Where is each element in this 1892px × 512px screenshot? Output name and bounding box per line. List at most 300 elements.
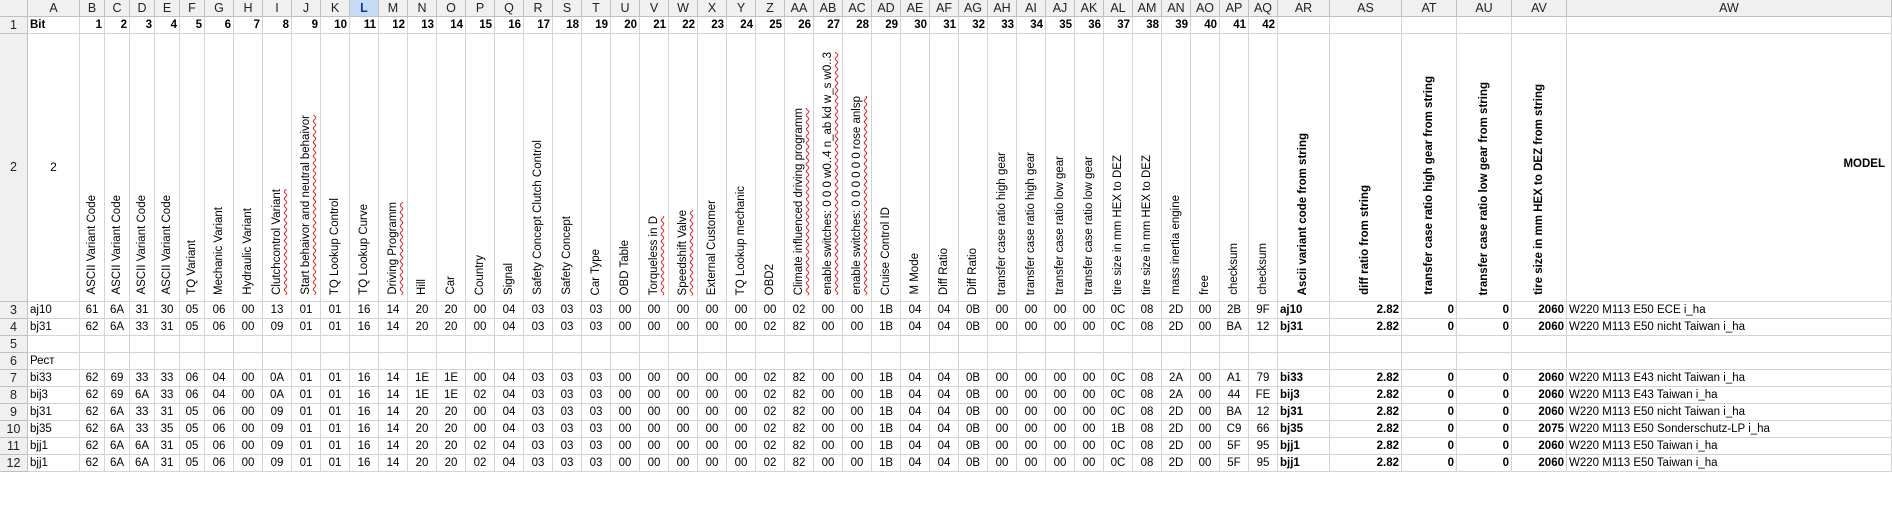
cell-aj2[interactable] — [1046, 34, 1075, 302]
cell-l11[interactable]: 16 — [350, 438, 379, 455]
cell-an11[interactable]: 2D — [1162, 438, 1191, 455]
column-header-am[interactable]: AM — [1133, 0, 1162, 17]
cell-af6[interactable] — [930, 353, 959, 370]
cell-w8[interactable]: 00 — [669, 387, 698, 404]
cell-z11[interactable]: 02 — [756, 438, 785, 455]
cell-aw1[interactable] — [1567, 17, 1892, 34]
cell-n6[interactable] — [408, 353, 437, 370]
cell-ah10[interactable]: 00 — [988, 421, 1017, 438]
row-header-8[interactable]: 8 — [0, 387, 28, 404]
cell-j5[interactable] — [292, 336, 321, 353]
cell-av7[interactable]: 2060 — [1512, 370, 1567, 387]
cell-g1[interactable]: 6 — [205, 17, 234, 34]
cell-z9[interactable]: 02 — [756, 404, 785, 421]
column-header-w[interactable]: W — [669, 0, 698, 17]
cell-y8[interactable]: 00 — [727, 387, 756, 404]
column-header-al[interactable]: AL — [1104, 0, 1133, 17]
cell-p3[interactable]: 00 — [466, 302, 495, 319]
cell-ae6[interactable] — [901, 353, 930, 370]
column-header-ac[interactable]: AC — [843, 0, 872, 17]
cell-z8[interactable]: 02 — [756, 387, 785, 404]
cell-am10[interactable]: 08 — [1133, 421, 1162, 438]
cell-i8[interactable]: 0A — [263, 387, 292, 404]
cell-x8[interactable]: 00 — [698, 387, 727, 404]
cell-ap6[interactable] — [1220, 353, 1249, 370]
cell-d5[interactable] — [130, 336, 155, 353]
cell-g4[interactable]: 06 — [205, 319, 234, 336]
cell-at5[interactable] — [1402, 336, 1457, 353]
column-header-g[interactable]: G — [205, 0, 234, 17]
cell-g10[interactable]: 06 — [205, 421, 234, 438]
cell-l6[interactable] — [350, 353, 379, 370]
cell-am7[interactable]: 08 — [1133, 370, 1162, 387]
cell-r2[interactable] — [524, 34, 553, 302]
cell-h8[interactable]: 00 — [234, 387, 263, 404]
cell-d10[interactable]: 33 — [130, 421, 155, 438]
cell-ap2[interactable] — [1220, 34, 1249, 302]
cell-q11[interactable]: 04 — [495, 438, 524, 455]
cell-j9[interactable]: 01 — [292, 404, 321, 421]
cell-b10[interactable]: 62 — [80, 421, 105, 438]
cell-al2[interactable] — [1104, 34, 1133, 302]
column-header-n[interactable]: N — [408, 0, 437, 17]
cell-o5[interactable] — [437, 336, 466, 353]
cell-e3[interactable]: 30 — [155, 302, 180, 319]
cell-ac9[interactable]: 00 — [843, 404, 872, 421]
cell-w1[interactable]: 22 — [669, 17, 698, 34]
cell-ag11[interactable]: 0B — [959, 438, 988, 455]
cell-aa12[interactable]: 82 — [785, 455, 814, 472]
cell-a11[interactable]: bjj1 — [28, 438, 80, 455]
cell-t4[interactable]: 03 — [582, 319, 611, 336]
cell-ab6[interactable] — [814, 353, 843, 370]
cell-ah9[interactable]: 00 — [988, 404, 1017, 421]
cell-u2[interactable] — [611, 34, 640, 302]
cell-z5[interactable] — [756, 336, 785, 353]
cell-ag7[interactable]: 0B — [959, 370, 988, 387]
cell-v8[interactable]: 00 — [640, 387, 669, 404]
cell-g12[interactable]: 06 — [205, 455, 234, 472]
cell-al8[interactable]: 0C — [1104, 387, 1133, 404]
cell-i6[interactable] — [263, 353, 292, 370]
cell-l12[interactable]: 16 — [350, 455, 379, 472]
cell-p4[interactable]: 00 — [466, 319, 495, 336]
cell-au1[interactable] — [1457, 17, 1512, 34]
cell-as10[interactable]: 2.82 — [1330, 421, 1402, 438]
cell-ab5[interactable] — [814, 336, 843, 353]
column-header-k[interactable]: K — [321, 0, 350, 17]
cell-m2[interactable] — [379, 34, 408, 302]
cell-y2[interactable] — [727, 34, 756, 302]
cell-w11[interactable]: 00 — [669, 438, 698, 455]
cell-af8[interactable]: 04 — [930, 387, 959, 404]
cell-i11[interactable]: 09 — [263, 438, 292, 455]
cell-au12[interactable]: 0 — [1457, 455, 1512, 472]
cell-ai1[interactable]: 34 — [1017, 17, 1046, 34]
cell-e12[interactable]: 31 — [155, 455, 180, 472]
cell-s8[interactable]: 03 — [553, 387, 582, 404]
cell-b12[interactable]: 62 — [80, 455, 105, 472]
cell-i5[interactable] — [263, 336, 292, 353]
cell-ah2[interactable] — [988, 34, 1017, 302]
cell-ap10[interactable]: C9 — [1220, 421, 1249, 438]
cell-f7[interactable]: 06 — [180, 370, 205, 387]
cell-k10[interactable]: 01 — [321, 421, 350, 438]
cell-k4[interactable]: 01 — [321, 319, 350, 336]
column-header-ao[interactable]: AO — [1191, 0, 1220, 17]
cell-s1[interactable]: 18 — [553, 17, 582, 34]
cell-ad2[interactable] — [872, 34, 901, 302]
cell-ag1[interactable]: 32 — [959, 17, 988, 34]
cell-ar12[interactable]: bjj1 — [1278, 455, 1330, 472]
cell-ap11[interactable]: 5F — [1220, 438, 1249, 455]
cell-at6[interactable] — [1402, 353, 1457, 370]
cell-ac2[interactable] — [843, 34, 872, 302]
cell-ad3[interactable]: 1B — [872, 302, 901, 319]
cell-r3[interactable]: 03 — [524, 302, 553, 319]
cell-ae12[interactable]: 04 — [901, 455, 930, 472]
cell-o7[interactable]: 1E — [437, 370, 466, 387]
cell-aw8[interactable]: W220 M113 E43 Taiwan i_ha — [1567, 387, 1892, 404]
cell-b5[interactable] — [80, 336, 105, 353]
cell-ac10[interactable]: 00 — [843, 421, 872, 438]
cell-ag9[interactable]: 0B — [959, 404, 988, 421]
cell-am6[interactable] — [1133, 353, 1162, 370]
row-header-11[interactable]: 11 — [0, 438, 28, 455]
cell-ak1[interactable]: 36 — [1075, 17, 1104, 34]
cell-u10[interactable]: 00 — [611, 421, 640, 438]
cell-ab10[interactable]: 00 — [814, 421, 843, 438]
cell-ak11[interactable]: 00 — [1075, 438, 1104, 455]
cell-au2[interactable] — [1457, 34, 1512, 302]
cell-d7[interactable]: 33 — [130, 370, 155, 387]
cell-h4[interactable]: 00 — [234, 319, 263, 336]
cell-s2[interactable] — [553, 34, 582, 302]
cell-ag3[interactable]: 0B — [959, 302, 988, 319]
cell-u9[interactable]: 00 — [611, 404, 640, 421]
cell-av11[interactable]: 2060 — [1512, 438, 1567, 455]
cell-ak9[interactable]: 00 — [1075, 404, 1104, 421]
cell-aa7[interactable]: 82 — [785, 370, 814, 387]
cell-am2[interactable] — [1133, 34, 1162, 302]
cell-aa1[interactable]: 26 — [785, 17, 814, 34]
cell-ao11[interactable]: 00 — [1191, 438, 1220, 455]
cell-av5[interactable] — [1512, 336, 1567, 353]
cell-k6[interactable] — [321, 353, 350, 370]
column-header-j[interactable]: J — [292, 0, 321, 17]
cell-av2[interactable] — [1512, 34, 1567, 302]
cell-n3[interactable]: 20 — [408, 302, 437, 319]
cell-l9[interactable]: 16 — [350, 404, 379, 421]
row-header-5[interactable]: 5 — [0, 336, 28, 353]
cell-n7[interactable]: 1E — [408, 370, 437, 387]
cell-x11[interactable]: 00 — [698, 438, 727, 455]
cell-am1[interactable]: 38 — [1133, 17, 1162, 34]
cell-av9[interactable]: 2060 — [1512, 404, 1567, 421]
cell-j3[interactable]: 01 — [292, 302, 321, 319]
cell-ai2[interactable] — [1017, 34, 1046, 302]
cell-h10[interactable]: 00 — [234, 421, 263, 438]
cell-e8[interactable]: 33 — [155, 387, 180, 404]
cell-m12[interactable]: 14 — [379, 455, 408, 472]
cell-aq6[interactable] — [1249, 353, 1278, 370]
cell-i12[interactable]: 09 — [263, 455, 292, 472]
cell-j6[interactable] — [292, 353, 321, 370]
cell-af3[interactable]: 04 — [930, 302, 959, 319]
cell-i3[interactable]: 13 — [263, 302, 292, 319]
cell-ai10[interactable]: 00 — [1017, 421, 1046, 438]
cell-ab1[interactable]: 27 — [814, 17, 843, 34]
cell-aq1[interactable]: 42 — [1249, 17, 1278, 34]
cell-u1[interactable]: 20 — [611, 17, 640, 34]
cell-c3[interactable]: 6A — [105, 302, 130, 319]
cell-ah7[interactable]: 00 — [988, 370, 1017, 387]
cell-n12[interactable]: 20 — [408, 455, 437, 472]
cell-ap5[interactable] — [1220, 336, 1249, 353]
cell-u12[interactable]: 00 — [611, 455, 640, 472]
cell-af10[interactable]: 04 — [930, 421, 959, 438]
column-header-a[interactable]: A — [28, 0, 80, 17]
cell-c12[interactable]: 6A — [105, 455, 130, 472]
cell-af9[interactable]: 04 — [930, 404, 959, 421]
cell-ag6[interactable] — [959, 353, 988, 370]
cell-l8[interactable]: 16 — [350, 387, 379, 404]
cell-v6[interactable] — [640, 353, 669, 370]
cell-o6[interactable] — [437, 353, 466, 370]
cell-z2[interactable] — [756, 34, 785, 302]
cell-e2[interactable] — [155, 34, 180, 302]
cell-y7[interactable]: 00 — [727, 370, 756, 387]
cell-ah8[interactable]: 00 — [988, 387, 1017, 404]
cell-j12[interactable]: 01 — [292, 455, 321, 472]
cell-w9[interactable]: 00 — [669, 404, 698, 421]
cell-u5[interactable] — [611, 336, 640, 353]
cell-z12[interactable]: 02 — [756, 455, 785, 472]
cell-d11[interactable]: 6A — [130, 438, 155, 455]
cell-ae2[interactable] — [901, 34, 930, 302]
cell-aa3[interactable]: 02 — [785, 302, 814, 319]
cell-ac4[interactable]: 00 — [843, 319, 872, 336]
row-header-4[interactable]: 4 — [0, 319, 28, 336]
cell-aa5[interactable] — [785, 336, 814, 353]
cell-d4[interactable]: 33 — [130, 319, 155, 336]
cell-as2[interactable] — [1330, 34, 1402, 302]
cell-aj8[interactable]: 00 — [1046, 387, 1075, 404]
cell-x3[interactable]: 00 — [698, 302, 727, 319]
cell-av10[interactable]: 2075 — [1512, 421, 1567, 438]
cell-h1[interactable]: 7 — [234, 17, 263, 34]
cell-at9[interactable]: 0 — [1402, 404, 1457, 421]
cell-aw6[interactable] — [1567, 353, 1892, 370]
cell-g6[interactable] — [205, 353, 234, 370]
cell-c9[interactable]: 6A — [105, 404, 130, 421]
column-header-an[interactable]: AN — [1162, 0, 1191, 17]
cell-al1[interactable]: 37 — [1104, 17, 1133, 34]
cell-r8[interactable]: 03 — [524, 387, 553, 404]
cell-aq12[interactable]: 95 — [1249, 455, 1278, 472]
cell-ar1[interactable] — [1278, 17, 1330, 34]
cell-af7[interactable]: 04 — [930, 370, 959, 387]
cell-ak7[interactable]: 00 — [1075, 370, 1104, 387]
cell-aa2[interactable] — [785, 34, 814, 302]
cell-ap4[interactable]: BA — [1220, 319, 1249, 336]
cell-x6[interactable] — [698, 353, 727, 370]
cell-am3[interactable]: 08 — [1133, 302, 1162, 319]
cell-ai8[interactable]: 00 — [1017, 387, 1046, 404]
cell-ae11[interactable]: 04 — [901, 438, 930, 455]
column-header-au[interactable]: AU — [1457, 0, 1512, 17]
cell-k12[interactable]: 01 — [321, 455, 350, 472]
cell-i1[interactable]: 8 — [263, 17, 292, 34]
cell-i4[interactable]: 09 — [263, 319, 292, 336]
cell-ad1[interactable]: 29 — [872, 17, 901, 34]
cell-u8[interactable]: 00 — [611, 387, 640, 404]
cell-an2[interactable] — [1162, 34, 1191, 302]
cell-u3[interactable]: 00 — [611, 302, 640, 319]
cell-j2[interactable] — [292, 34, 321, 302]
cell-p1[interactable]: 15 — [466, 17, 495, 34]
cell-ag4[interactable]: 0B — [959, 319, 988, 336]
cell-r1[interactable]: 17 — [524, 17, 553, 34]
cell-ah12[interactable]: 00 — [988, 455, 1017, 472]
cell-s11[interactable]: 03 — [553, 438, 582, 455]
cell-m10[interactable]: 14 — [379, 421, 408, 438]
cell-as4[interactable]: 2.82 — [1330, 319, 1402, 336]
cell-x1[interactable]: 23 — [698, 17, 727, 34]
cell-ap7[interactable]: A1 — [1220, 370, 1249, 387]
cell-y3[interactable]: 00 — [727, 302, 756, 319]
column-header-ae[interactable]: AE — [901, 0, 930, 17]
cell-p10[interactable]: 00 — [466, 421, 495, 438]
column-header-ap[interactable]: AP — [1220, 0, 1249, 17]
cell-j4[interactable]: 01 — [292, 319, 321, 336]
cell-an8[interactable]: 2A — [1162, 387, 1191, 404]
column-header-r[interactable]: R — [524, 0, 553, 17]
cell-ar11[interactable]: bjj1 — [1278, 438, 1330, 455]
cell-z10[interactable]: 02 — [756, 421, 785, 438]
cell-am4[interactable]: 08 — [1133, 319, 1162, 336]
cell-ah1[interactable]: 33 — [988, 17, 1017, 34]
cell-aa9[interactable]: 82 — [785, 404, 814, 421]
cell-y4[interactable]: 00 — [727, 319, 756, 336]
cell-au10[interactable]: 0 — [1457, 421, 1512, 438]
cell-au11[interactable]: 0 — [1457, 438, 1512, 455]
cell-aa8[interactable]: 82 — [785, 387, 814, 404]
cell-v4[interactable]: 00 — [640, 319, 669, 336]
cell-a10[interactable]: bj35 — [28, 421, 80, 438]
cell-am12[interactable]: 08 — [1133, 455, 1162, 472]
column-header-as[interactable]: AS — [1330, 0, 1402, 17]
cell-aw2[interactable] — [1567, 34, 1892, 302]
cell-k5[interactable] — [321, 336, 350, 353]
cell-g3[interactable]: 06 — [205, 302, 234, 319]
cell-h2[interactable] — [234, 34, 263, 302]
cell-q8[interactable]: 04 — [495, 387, 524, 404]
cell-ao7[interactable]: 00 — [1191, 370, 1220, 387]
cell-b2[interactable] — [80, 34, 105, 302]
cell-au5[interactable] — [1457, 336, 1512, 353]
cell-ac6[interactable] — [843, 353, 872, 370]
column-header-h[interactable]: H — [234, 0, 263, 17]
select-all-corner[interactable] — [0, 0, 28, 17]
cell-w12[interactable]: 00 — [669, 455, 698, 472]
cell-l4[interactable]: 16 — [350, 319, 379, 336]
cell-t9[interactable]: 03 — [582, 404, 611, 421]
cell-j11[interactable]: 01 — [292, 438, 321, 455]
cell-a2[interactable] — [28, 34, 80, 302]
cell-b8[interactable]: 62 — [80, 387, 105, 404]
cell-a4[interactable]: bj31 — [28, 319, 80, 336]
cell-af5[interactable] — [930, 336, 959, 353]
cell-at11[interactable]: 0 — [1402, 438, 1457, 455]
cell-aq5[interactable] — [1249, 336, 1278, 353]
cell-z6[interactable] — [756, 353, 785, 370]
cell-au6[interactable] — [1457, 353, 1512, 370]
cell-r7[interactable]: 03 — [524, 370, 553, 387]
cell-v12[interactable]: 00 — [640, 455, 669, 472]
cell-aa10[interactable]: 82 — [785, 421, 814, 438]
cell-aj5[interactable] — [1046, 336, 1075, 353]
cell-s4[interactable]: 03 — [553, 319, 582, 336]
cell-ak10[interactable]: 00 — [1075, 421, 1104, 438]
cell-e10[interactable]: 35 — [155, 421, 180, 438]
cell-am8[interactable]: 08 — [1133, 387, 1162, 404]
cell-ar6[interactable] — [1278, 353, 1330, 370]
cell-ae5[interactable] — [901, 336, 930, 353]
cell-ar5[interactable] — [1278, 336, 1330, 353]
cell-an1[interactable]: 39 — [1162, 17, 1191, 34]
cell-o11[interactable]: 20 — [437, 438, 466, 455]
cell-ar9[interactable]: bj31 — [1278, 404, 1330, 421]
cell-ag10[interactable]: 0B — [959, 421, 988, 438]
cell-t6[interactable] — [582, 353, 611, 370]
cell-ao4[interactable]: 00 — [1191, 319, 1220, 336]
cell-j8[interactable]: 01 — [292, 387, 321, 404]
cell-x12[interactable]: 00 — [698, 455, 727, 472]
cell-p6[interactable] — [466, 353, 495, 370]
cell-y6[interactable] — [727, 353, 756, 370]
cell-b11[interactable]: 62 — [80, 438, 105, 455]
cell-f10[interactable]: 05 — [180, 421, 205, 438]
cell-as12[interactable]: 2.82 — [1330, 455, 1402, 472]
cell-d2[interactable] — [130, 34, 155, 302]
cell-o4[interactable]: 20 — [437, 319, 466, 336]
cell-n5[interactable] — [408, 336, 437, 353]
column-header-f[interactable]: F — [180, 0, 205, 17]
cell-ao3[interactable]: 00 — [1191, 302, 1220, 319]
column-header-aq[interactable]: AQ — [1249, 0, 1278, 17]
cell-at3[interactable]: 0 — [1402, 302, 1457, 319]
cell-ag5[interactable] — [959, 336, 988, 353]
column-header-aj[interactable]: AJ — [1046, 0, 1075, 17]
cell-al12[interactable]: 0C — [1104, 455, 1133, 472]
cell-at7[interactable]: 0 — [1402, 370, 1457, 387]
cell-aj1[interactable]: 35 — [1046, 17, 1075, 34]
cell-p5[interactable] — [466, 336, 495, 353]
cell-ad10[interactable]: 1B — [872, 421, 901, 438]
cell-ac11[interactable]: 00 — [843, 438, 872, 455]
cell-au7[interactable]: 0 — [1457, 370, 1512, 387]
column-header-i[interactable]: I — [263, 0, 292, 17]
column-header-p[interactable]: P — [466, 0, 495, 17]
row-header-1[interactable]: 1 — [0, 17, 28, 34]
cell-aw10[interactable]: W220 M113 E50 Sonderschutz-LP i_ha — [1567, 421, 1892, 438]
cell-af1[interactable]: 31 — [930, 17, 959, 34]
cell-at2[interactable] — [1402, 34, 1457, 302]
cell-ap3[interactable]: 2B — [1220, 302, 1249, 319]
cell-av1[interactable] — [1512, 17, 1567, 34]
cell-r5[interactable] — [524, 336, 553, 353]
